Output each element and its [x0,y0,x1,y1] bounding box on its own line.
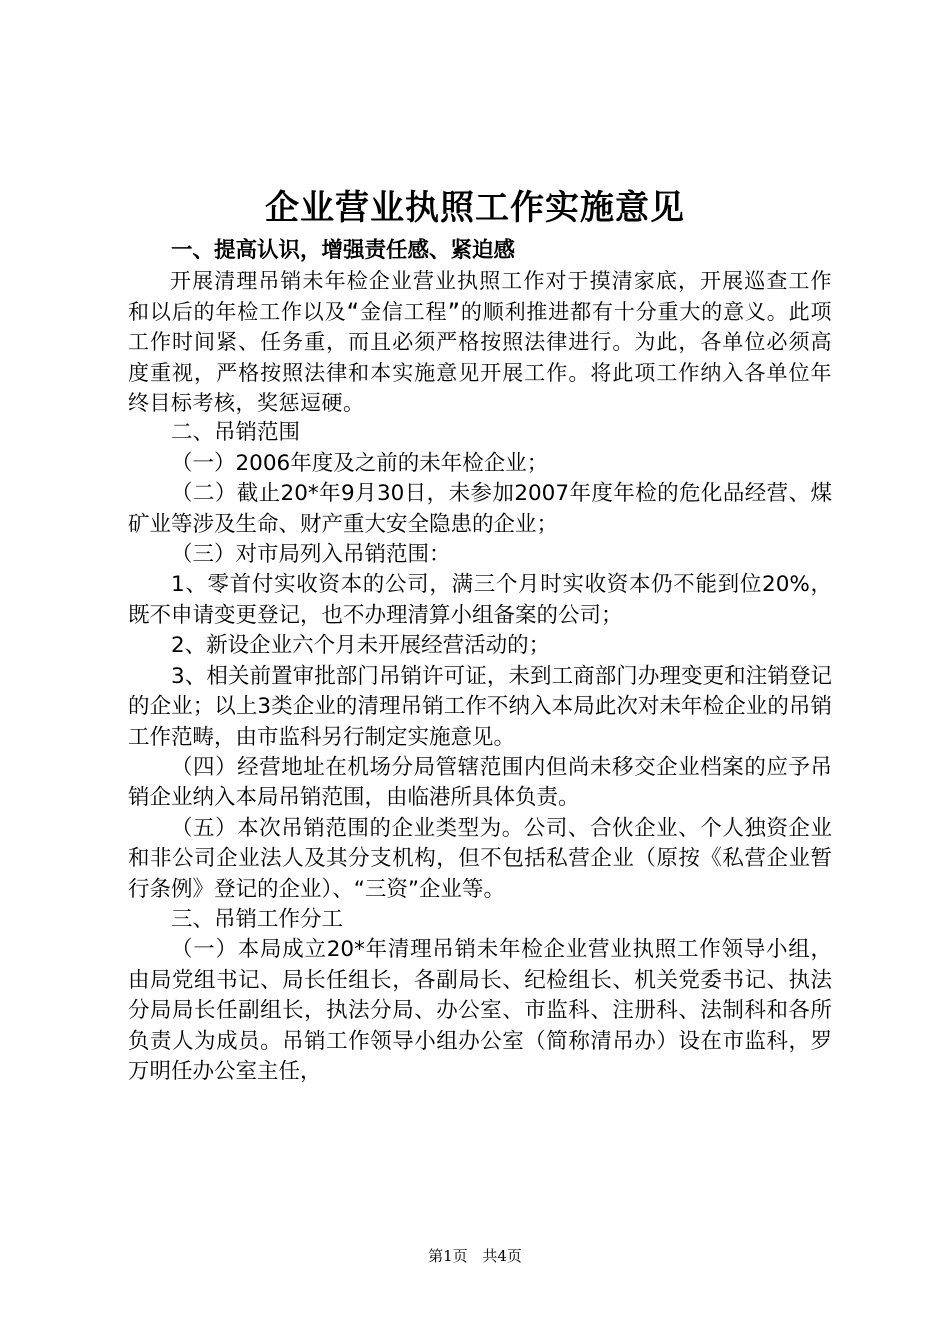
list-item: （一）本局成立20*年清理吊销未年检企业营业执照工作领导小组，由局党组书记、局长任组长，各副局长、纪检组长、机关党委书记、执法分局局长任副组长，执法分局、办公室、市监科、注册科、法制科和各所负责人为成员。吊销工作领导小组办公室（简称清吊办）设在市监科，罗万明任办公室主任， [128,937,832,1084]
paragraph: 开展清理吊销未年检企业营业执照工作对于摸清家底，开展巡查工作和以后的年检工作以及“金信工程”的顺利推进都有十分重大的意义。此项工作时间紧、任务重，而且必须严格按照法律进行。为此，各单位必须高度重视，严格按照法律和本实施意见开展工作。将此项工作纳入各单位年终目标考核，奖惩逗硬。 [128,269,832,416]
document-body [128,236,832,1087]
sub-list-item: 3、相关前置审批部门吊销许可证，未到工商部门办理变更和注销登记的企业；以上3类企业的清理吊销工作不纳入本局此次对未年检企业的吊销工作范畴，由市监科另行制定实施意见。 [128,663,832,750]
list-item: （二）截止20*年9月30日，未参加2007年度年检的危化品经营、煤矿业等涉及生命、财产重大安全隐患的企业； [128,481,832,537]
list-item: （四）经营地址在机场分局管辖范围内但尚未移交企业档案的应予吊销企业纳入本局吊销范围，由临港所具体负责。 [128,754,832,811]
section-heading-1: 一、提高认识，增强责任感、紧迫感 [171,238,516,263]
page-footer [0,1246,950,1266]
section-heading-2: 二、吊销范围 [171,420,301,446]
document-title: 企业营业执照工作实施意见 [265,188,685,228]
page-number-current: 第1页 [428,1247,468,1265]
sub-list-item: 1、零首付实收资本的公司，满三个月时实收资本仍不能到位20%，既不申请变更登记，也不办理清算小组备案的公司； [128,572,832,628]
sub-list-item: 2、新设企业六个月未开展经营活动的； [171,633,551,659]
list-item: （五）本次吊销范围的企业类型为。公司、合伙企业、个人独资企业和非公司企业法人及其分支机构，但不包括私营企业（原按《私营企业暂行条例》登记的企业）、“三资”企业等。 [128,815,832,902]
page-number-total: 共4页 [482,1247,522,1265]
list-item: （三）对市局列入吊销范围： [171,542,451,568]
list-item: （一）2006年度及之前的未年检企业； [171,450,549,476]
section-heading-3: 三、吊销工作分工 [171,906,344,932]
